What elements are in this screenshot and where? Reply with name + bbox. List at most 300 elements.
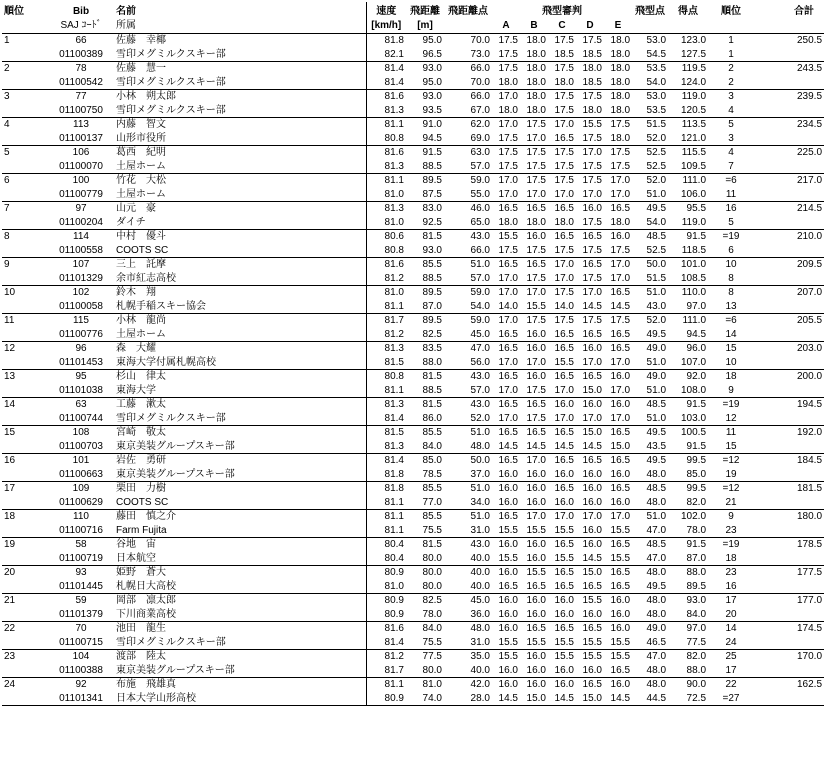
jump-speed: 81.2 [366, 650, 406, 664]
athlete-total: 234.5 [796, 119, 823, 131]
table-row [2, 412, 824, 426]
table-row [2, 538, 824, 552]
jump-distance: 89.5 [422, 287, 442, 299]
jump-style-points: 53.0 [646, 91, 667, 103]
jump-speed: 80.9 [366, 692, 406, 706]
athlete-name: 小林 龍尚 [116, 315, 166, 327]
judge-score-b: 15.5 [520, 636, 548, 650]
judge-score-c: 17.5 [554, 287, 574, 299]
judge-score-a: 15.5 [492, 552, 520, 566]
jump-distance: 81.0 [422, 679, 442, 691]
athlete-rank: 21 [4, 595, 16, 607]
athlete-bib: 101 [72, 455, 90, 467]
judge-score-d: 16.5 [582, 371, 602, 383]
judge-score-b: 17.5 [526, 315, 546, 327]
judge-score-d: 18.5 [576, 76, 604, 90]
judge-score-d: 17.5 [582, 175, 602, 187]
judge-score-c: 18.0 [548, 76, 576, 90]
total-blank [754, 300, 824, 314]
judge-score-d: 16.5 [582, 455, 602, 467]
total-blank [754, 216, 824, 230]
athlete-name: 姫野 蒼大 [116, 567, 166, 579]
jump-round-rank: 16 [725, 203, 737, 215]
jump-round-rank: 18 [725, 371, 737, 383]
header-total: 合計 [794, 6, 815, 17]
jump-speed: 81.5 [366, 356, 406, 370]
judge-score-b: 17.0 [526, 455, 546, 467]
jump-speed: 81.8 [366, 468, 406, 482]
judge-score-d: 15.0 [582, 427, 602, 439]
athlete-total: 180.0 [796, 511, 823, 523]
athlete-name: 三上 託摩 [116, 259, 166, 271]
jump-points: 110.0 [681, 287, 707, 299]
athlete-rank: 5 [4, 147, 10, 159]
jump-distance-points: 62.0 [470, 119, 490, 131]
judge-score-a: 16.5 [492, 580, 520, 594]
jump-style-points: 47.0 [632, 552, 668, 566]
athlete-name: 栗田 力樹 [116, 483, 166, 495]
judge-score-e: 17.0 [604, 356, 632, 370]
athlete-bib: 77 [75, 91, 87, 103]
jump-points: 92.0 [686, 371, 707, 383]
judge-score-e: 16.0 [610, 399, 631, 411]
judge-score-d: 18.5 [576, 48, 604, 62]
jump-style-points: 44.5 [632, 692, 668, 706]
rank-blank [2, 440, 48, 454]
jump-points: 113.5 [681, 119, 707, 131]
judge-score-d: 15.5 [582, 595, 602, 607]
judge-score-e: 16.5 [610, 539, 631, 551]
judge-score-c: 17.5 [554, 175, 574, 187]
jump-style-points: 51.0 [646, 511, 667, 523]
judge-score-b: 16.5 [526, 259, 546, 271]
jump-speed: 80.9 [366, 608, 406, 622]
athlete-saj-code: 01100070 [48, 160, 114, 174]
jump-speed: 80.4 [366, 538, 406, 552]
judge-score-c: 16.5 [554, 483, 574, 495]
jump-style-points: 48.0 [646, 567, 667, 579]
table-row [2, 76, 824, 90]
table-row [2, 34, 824, 48]
judge-score-d: 15.5 [582, 651, 602, 663]
jump-round-rank: 11 [725, 427, 737, 439]
jump-round-rank: =19 [722, 231, 740, 243]
athlete-rank: 8 [4, 231, 10, 243]
judge-score-a: 14.5 [492, 692, 520, 706]
judge-score-a: 17.5 [492, 132, 520, 146]
athlete-bib: 102 [72, 287, 90, 299]
athlete-bib: 63 [75, 399, 87, 411]
jump-points: 127.5 [668, 48, 708, 62]
jump-distance: 75.5 [406, 636, 444, 650]
jump-distance-points: 51.0 [470, 511, 490, 523]
jump-round-rank: =6 [725, 315, 737, 327]
table-row [2, 272, 824, 286]
judge-score-c: 17.5 [554, 147, 574, 159]
jump-distance: 81.5 [422, 231, 442, 243]
judge-score-c: 17.0 [554, 259, 574, 271]
judge-score-d: 16.0 [576, 608, 604, 622]
judge-score-a: 17.5 [498, 147, 518, 159]
judge-score-c: 16.5 [554, 427, 574, 439]
judge-score-d: 17.5 [582, 35, 602, 47]
header-blank [2, 18, 48, 34]
jump-points: 82.0 [668, 496, 708, 510]
jump-style-points: 48.0 [646, 679, 667, 691]
jump-distance: 80.0 [406, 580, 444, 594]
athlete-saj-code: 01100715 [48, 636, 114, 650]
jump-round-rank: 7 [708, 160, 754, 174]
jump-distance-points: 69.0 [444, 132, 492, 146]
judge-score-a: 16.5 [498, 455, 518, 467]
judge-score-e: 17.5 [610, 315, 631, 327]
athlete-affiliation: 札幌日大高校 [114, 580, 366, 594]
jump-round-rank: 8 [708, 272, 754, 286]
jump-distance-points: 31.0 [444, 636, 492, 650]
judge-score-b: 17.0 [526, 511, 546, 523]
judge-score-b: 16.5 [526, 203, 546, 215]
table-row [2, 90, 824, 104]
jump-points: 97.0 [668, 300, 708, 314]
rank-blank [2, 160, 48, 174]
jump-distance: 78.0 [406, 608, 444, 622]
table-row [2, 132, 824, 146]
judge-score-d: 17.5 [582, 315, 602, 327]
judge-score-b: 16.0 [520, 496, 548, 510]
judge-score-e: 17.5 [610, 119, 631, 131]
athlete-saj-code: 01100558 [48, 244, 114, 258]
jump-points: 78.0 [668, 524, 708, 538]
athlete-rank: 17 [4, 483, 16, 495]
header-judge-e: E [604, 18, 632, 34]
table-row [2, 580, 824, 594]
athlete-bib: 58 [75, 539, 87, 551]
jump-distance: 84.0 [422, 623, 442, 635]
athlete-rank: 7 [4, 203, 10, 215]
judge-score-a: 17.0 [492, 384, 520, 398]
jump-speed: 80.9 [366, 566, 406, 580]
jump-points: 123.0 [680, 35, 707, 47]
table-row [2, 286, 824, 300]
athlete-rank: 15 [4, 427, 16, 439]
judge-score-c: 17.5 [554, 91, 574, 103]
jump-round-rank: 4 [708, 104, 754, 118]
rank-blank [2, 188, 48, 202]
judge-score-c: 16.5 [554, 231, 574, 243]
judge-score-c: 16.0 [554, 399, 574, 411]
jump-distance: 88.5 [406, 160, 444, 174]
table-row [2, 384, 824, 398]
jump-speed: 81.1 [366, 510, 406, 524]
judge-score-a: 16.5 [498, 343, 518, 355]
rank-blank [2, 552, 48, 566]
judge-score-b: 16.5 [526, 399, 546, 411]
judge-score-a: 16.0 [498, 567, 518, 579]
judge-score-b: 17.0 [520, 356, 548, 370]
judge-score-c: 16.5 [554, 623, 574, 635]
judge-score-e: 15.5 [604, 552, 632, 566]
total-blank [754, 76, 824, 90]
judge-score-b: 18.0 [520, 216, 548, 230]
athlete-rank: 12 [4, 343, 16, 355]
jump-distance: 85.5 [422, 483, 442, 495]
jump-round-rank: 5 [708, 216, 754, 230]
judge-score-a: 17.0 [498, 315, 518, 327]
judge-score-e: 14.5 [604, 692, 632, 706]
jump-distance: 87.5 [406, 188, 444, 202]
table-row [2, 188, 824, 202]
athlete-affiliation: COOTS SC [114, 496, 366, 510]
jump-distance-points: 40.0 [444, 664, 492, 678]
athlete-rank: 18 [4, 511, 16, 523]
athlete-bib: 113 [73, 119, 89, 131]
judge-score-d: 16.5 [582, 679, 602, 691]
jump-points: 119.0 [668, 216, 708, 230]
jump-round-rank: 25 [725, 651, 737, 663]
jump-round-rank: 8 [728, 287, 734, 299]
jump-distance: 94.5 [406, 132, 444, 146]
judge-score-d: 17.5 [576, 244, 604, 258]
jump-round-rank: 14 [725, 623, 737, 635]
header-speed-unit: [km/h] [366, 18, 406, 34]
athlete-affiliation: 雪印メグミルクスキー部 [114, 412, 366, 426]
judge-score-c: 16.0 [554, 595, 574, 607]
jump-round-rank: 22 [725, 679, 737, 691]
jump-speed: 81.1 [366, 384, 406, 398]
rank-blank [2, 524, 48, 538]
athlete-saj-code: 01100750 [48, 104, 114, 118]
jump-style-points: 48.5 [646, 483, 667, 495]
judge-score-c: 14.0 [548, 300, 576, 314]
jump-style-points: 51.0 [646, 287, 667, 299]
jump-distance-points: 36.0 [444, 608, 492, 622]
athlete-bib: 104 [72, 651, 90, 663]
header-rank: 順位 [4, 6, 24, 17]
judge-score-c: 16.5 [554, 455, 574, 467]
judge-score-e: 18.0 [610, 35, 631, 47]
athlete-total: 214.5 [796, 203, 823, 215]
judge-score-e: 16.5 [610, 203, 631, 215]
jump-distance: 85.5 [422, 511, 442, 523]
jump-distance: 93.0 [422, 91, 442, 103]
judge-score-e: 17.5 [610, 147, 631, 159]
jump-speed: 81.6 [366, 90, 406, 104]
judge-score-b: 17.5 [520, 384, 548, 398]
judge-score-d: 17.5 [576, 132, 604, 146]
athlete-bib: 114 [73, 231, 89, 243]
rank-blank [2, 692, 48, 706]
judge-score-c: 16.0 [548, 496, 576, 510]
total-blank [754, 468, 824, 482]
total-blank [754, 328, 824, 342]
total-blank [754, 496, 824, 510]
athlete-name: 鈴木 翔 [116, 287, 156, 299]
rank-blank [2, 104, 48, 118]
jump-points: 103.0 [668, 412, 708, 426]
header-style-points: 飛型点 [635, 6, 666, 17]
judge-score-e: 16.5 [610, 343, 631, 355]
table-row [2, 524, 824, 538]
header-affiliation: 所属 [114, 18, 366, 34]
header-blank [668, 18, 708, 34]
jump-style-points: 54.0 [632, 216, 668, 230]
table-row [2, 230, 824, 244]
jump-style-points: 49.5 [632, 580, 668, 594]
judge-score-b: 16.0 [526, 651, 546, 663]
jump-distance-points: 57.0 [444, 272, 492, 286]
jump-distance-points: 59.0 [470, 175, 490, 187]
athlete-saj-code: 01101038 [48, 384, 114, 398]
athlete-total: 178.5 [796, 539, 823, 551]
athlete-name: 森 大耀 [116, 343, 156, 355]
jump-distance: 81.5 [422, 371, 442, 383]
jump-points: 91.5 [686, 231, 707, 243]
judge-score-b: 17.5 [520, 160, 548, 174]
judge-score-e: 18.0 [604, 104, 632, 118]
total-blank [754, 160, 824, 174]
jump-points: 91.5 [686, 399, 707, 411]
jump-points: 90.0 [686, 679, 707, 691]
jump-speed: 81.0 [366, 286, 406, 300]
jump-distance: 92.5 [406, 216, 444, 230]
jump-round-rank: 3 [708, 132, 754, 146]
jump-speed: 80.6 [366, 230, 406, 244]
jump-round-rank: 13 [708, 300, 754, 314]
jump-distance: 91.0 [422, 119, 442, 131]
judge-score-e: 14.5 [604, 300, 632, 314]
jump-distance: 83.5 [422, 343, 442, 355]
athlete-affiliation: Farm Fujita [114, 524, 366, 538]
judge-score-a: 17.0 [498, 119, 518, 131]
jump-points: 95.5 [686, 203, 707, 215]
jump-distance: 96.5 [406, 48, 444, 62]
jump-distance: 87.0 [406, 300, 444, 314]
jump-points: 108.5 [668, 272, 708, 286]
table-row [2, 650, 824, 664]
jump-style-points: 52.0 [632, 132, 668, 146]
rank-blank [2, 580, 48, 594]
total-blank [754, 692, 824, 706]
rank-blank [2, 384, 48, 398]
judge-score-c: 17.5 [548, 244, 576, 258]
judge-score-b: 17.5 [520, 272, 548, 286]
jump-speed: 81.1 [366, 300, 406, 314]
judge-score-d: 18.0 [576, 104, 604, 118]
judge-score-a: 14.5 [492, 440, 520, 454]
jump-speed: 81.4 [366, 454, 406, 468]
table-row [2, 398, 824, 412]
jump-distance-points: 46.0 [470, 203, 490, 215]
rank-blank [2, 664, 48, 678]
table-header [2, 2, 824, 34]
judge-score-d: 16.0 [576, 468, 604, 482]
header-blank [708, 18, 754, 34]
rank-blank [2, 412, 48, 426]
judge-score-e: 16.0 [604, 496, 632, 510]
jump-distance-points: 43.0 [470, 231, 490, 243]
jump-distance-points: 66.0 [444, 244, 492, 258]
judge-score-e: 17.0 [604, 384, 632, 398]
table-row [2, 118, 824, 132]
judge-score-b: 16.0 [520, 552, 548, 566]
judge-score-b: 17.0 [526, 287, 546, 299]
header-distance-points: 飛距離点 [448, 6, 488, 17]
jump-round-rank: =19 [722, 539, 740, 551]
athlete-saj-code: 01101379 [48, 608, 114, 622]
judge-score-d: 16.5 [582, 231, 602, 243]
athlete-name: 中村 優斗 [116, 231, 166, 243]
jump-distance: 74.0 [406, 692, 444, 706]
judge-score-b: 17.0 [520, 188, 548, 202]
jump-points: 115.5 [681, 147, 707, 159]
header-style-judges: 飛型審判 [542, 6, 582, 17]
table-row [2, 636, 824, 650]
athlete-affiliation: 札幌手稲スキー協会 [114, 300, 366, 314]
judge-score-a: 16.5 [492, 328, 520, 342]
judge-score-a: 16.0 [492, 496, 520, 510]
jump-speed: 80.4 [366, 552, 406, 566]
judge-score-c: 17.0 [554, 119, 574, 131]
jump-speed: 81.6 [366, 146, 406, 160]
judge-score-e: 17.5 [604, 160, 632, 174]
judge-score-a: 14.0 [492, 300, 520, 314]
jump-distance-points: 57.0 [444, 160, 492, 174]
jump-round-rank: 16 [708, 580, 754, 594]
jump-speed: 82.1 [366, 48, 406, 62]
athlete-affiliation: 東海大学付属札幌高校 [114, 356, 366, 370]
jump-round-rank: 11 [708, 188, 754, 202]
jump-points: 97.0 [686, 623, 707, 635]
jump-style-points: 51.5 [646, 119, 667, 131]
jump-speed: 81.1 [366, 174, 406, 188]
judge-score-d: 14.5 [576, 440, 604, 454]
jump-points: 106.0 [668, 188, 708, 202]
athlete-saj-code: 01100716 [48, 524, 114, 538]
header-blank [444, 18, 492, 34]
judge-score-a: 18.0 [492, 216, 520, 230]
jump-style-points: 49.0 [646, 371, 667, 383]
judge-score-c: 16.5 [548, 132, 576, 146]
table-row [2, 594, 824, 608]
jump-style-points: 48.0 [632, 608, 668, 622]
athlete-rank: 16 [4, 455, 16, 467]
athlete-rank: 4 [4, 119, 10, 131]
jump-points: 93.0 [686, 595, 707, 607]
judge-score-c: 15.5 [554, 651, 574, 663]
athlete-total: 192.0 [796, 427, 823, 439]
judge-score-a: 18.0 [492, 76, 520, 90]
judge-score-a: 16.0 [498, 623, 518, 635]
table-row [2, 328, 824, 342]
jump-distance-points: 55.0 [444, 188, 492, 202]
athlete-total: 184.5 [796, 455, 823, 467]
jump-round-rank: 12 [708, 412, 754, 426]
jump-speed: 81.2 [366, 272, 406, 286]
athlete-rank: 19 [4, 539, 16, 551]
judge-score-b: 16.0 [526, 483, 546, 495]
athlete-name: 布施 飛雄真 [116, 679, 176, 691]
jump-distance: 93.0 [422, 63, 442, 75]
jump-distance-points: 40.0 [444, 580, 492, 594]
table-row [2, 692, 824, 706]
judge-score-d: 18.0 [582, 63, 602, 75]
judge-score-c: 17.0 [548, 272, 576, 286]
jump-distance-points: 63.0 [470, 147, 490, 159]
total-blank [754, 104, 824, 118]
table-row [2, 566, 824, 580]
jump-speed: 81.5 [366, 426, 406, 440]
jump-round-rank: =19 [722, 399, 740, 411]
